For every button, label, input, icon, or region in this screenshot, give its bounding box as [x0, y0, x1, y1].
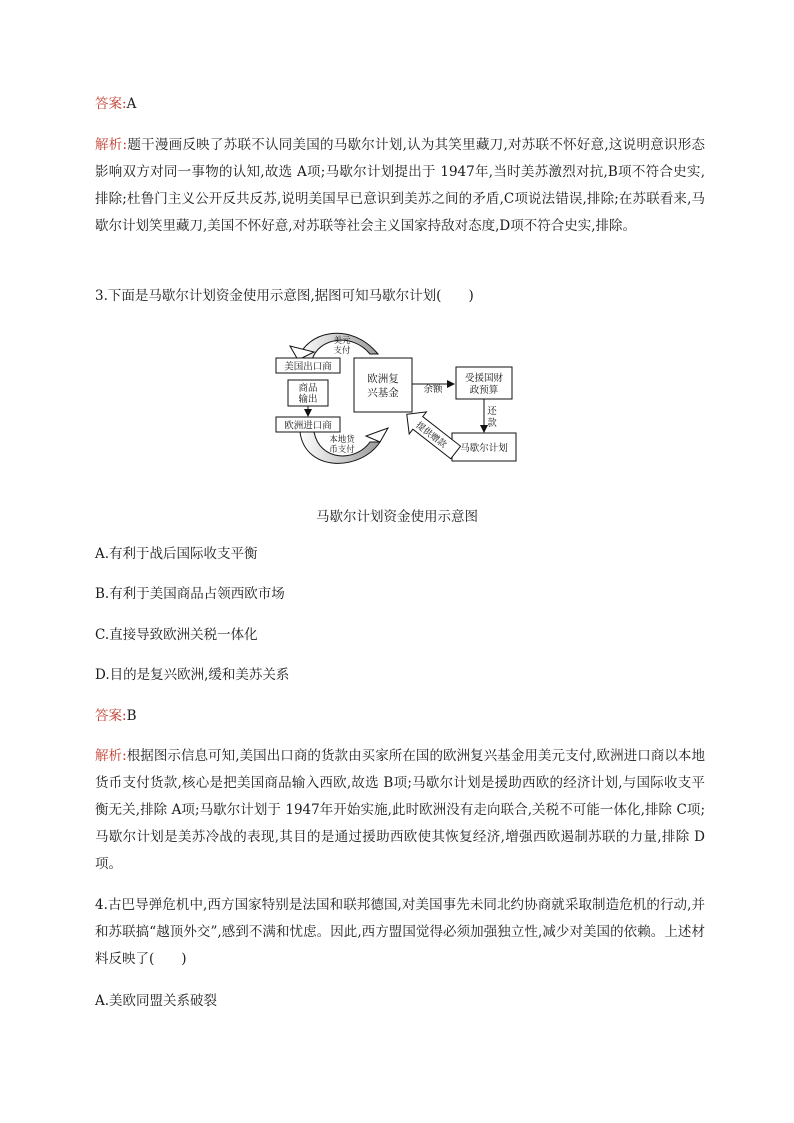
analysis-label: 解析: — [95, 137, 128, 153]
usd-pay-label-1: 美元 — [333, 336, 351, 346]
q4-stem: 4.古巴导弹危机中,西方国家特别是法国和联邦德国,对美国事先未同北约协商就采取制造危机的行动,并和苏联搞“越顶外交”,感到不满和忧虑。因此,西方盟国觉得必须加强独立性,减少对美国的依赖。上述材料反映了( ) — [95, 897, 705, 967]
diagram-svg — [270, 322, 520, 482]
q3-analysis — [95, 743, 705, 878]
repay-label-2: 款 — [487, 418, 497, 429]
budget-label-2: 政预算 — [469, 385, 499, 396]
repay-label-1: 还 — [487, 406, 497, 417]
answer-value: A — [126, 96, 137, 112]
q3-option-d[interactable]: D.目的是复兴欧洲,缓和美苏关系 — [95, 667, 290, 683]
q2-answer — [95, 95, 136, 113]
diagram-caption: 马歇尔计划资金使用示意图 — [316, 509, 478, 525]
local-pay-label-2: 币支付 — [329, 445, 355, 455]
recovery-fund-label-1: 欧洲复 — [367, 373, 399, 385]
marshall-plan-label: 马歇尔计划 — [460, 443, 508, 454]
answer-value: B — [126, 708, 137, 724]
q3-stem: 3.下面是马歇尔计划资金使用示意图,据图可知马歇尔计划( ) — [95, 288, 474, 304]
recovery-fund-label-2: 兴基金 — [367, 387, 399, 399]
q2-analysis — [95, 132, 705, 240]
q3-option-b[interactable]: B.有利于美国商品占领西欧市场 — [95, 586, 285, 602]
marshall-plan-diagram — [270, 322, 520, 482]
analysis-text: 题干漫画反映了苏联不认同美国的马歇尔计划,认为其笑里藏刀,对苏联不怀好意,这说明意识形态影响双方对同一事物的认知,故选 A项;马歇尔计划提出于 1947年,当时美苏激烈对抗,B项不符合史实,排除;杜鲁门主义公开反共反苏,说明美国早已意识到美苏之间的矛盾,C项说法错误,排除;在苏联看来,马歇尔计划笑里藏刀,美国不怀好意,对苏联等社会主义国家持敌对态度,D项不符合史实,排除。 — [95, 137, 705, 234]
local-pay-label-1: 本地货 — [329, 435, 355, 445]
usd-pay-label-2: 支付 — [333, 346, 351, 356]
q3-answer — [95, 707, 136, 725]
analysis-text: 根据图示信息可知,美国出口商的货款由买家所在国的欧洲复兴基金用美元支付,欧洲进口商以本地货币支付货款,核心是把美国商品输入西欧,故选 B项;马歇尔计划是援助西欧的经济计划,与国际收支平衡无关,排除 A项;马歇尔计划于 1947年开始实施,此时欧洲没有走向联合,关税不可能一体化,排除 C项;马歇尔计划是美苏冷战的表现,其目的是通过援助西欧使其恢复经济,增强西欧遏制苏联的力量,排除 D项。 — [95, 748, 705, 872]
analysis-label: 解析: — [95, 748, 127, 764]
q4-option-a[interactable]: A.美欧同盟关系破裂 — [95, 993, 218, 1009]
recovery-fund-box — [354, 358, 412, 412]
eu-importer-label: 欧洲进口商 — [284, 420, 332, 432]
goods-export-label-1: 商品 — [298, 383, 318, 394]
balance-label: 余额 — [423, 384, 443, 395]
us-exporter-label: 美国出口商 — [284, 361, 332, 373]
budget-label-1: 受援国财 — [464, 373, 504, 384]
grant-label: 提供赠款 — [413, 420, 449, 451]
q3-option-c[interactable]: C.直接导致欧洲关税一体化 — [95, 627, 258, 643]
q3-option-a[interactable]: A.有利于战后国际收支平衡 — [95, 546, 258, 562]
answer-label: 答案: — [95, 708, 127, 724]
goods-export-label-2: 输出 — [298, 394, 318, 405]
answer-label: 答案: — [95, 96, 127, 112]
